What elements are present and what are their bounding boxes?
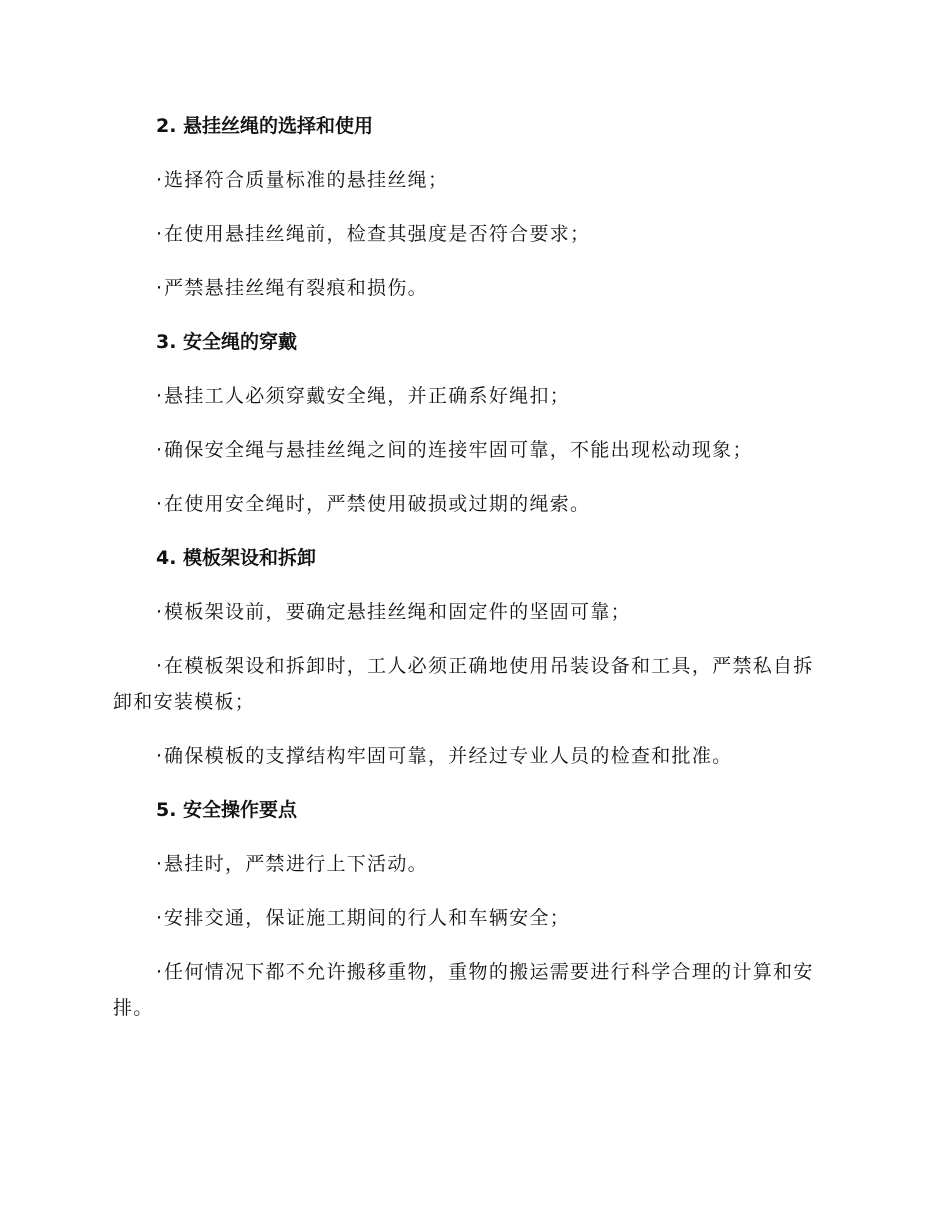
list-item <box>113 216 825 252</box>
list-item <box>113 954 825 1026</box>
list-item <box>113 378 825 414</box>
list-item <box>113 594 825 630</box>
list-item <box>113 738 825 774</box>
list-item <box>113 648 825 720</box>
item-text: 选择符合质量标准的悬挂丝绳； <box>164 169 449 191</box>
bullet: · <box>156 493 163 515</box>
bullet: · <box>156 277 163 299</box>
document-page <box>113 108 825 1044</box>
list-item <box>113 432 825 468</box>
section-heading: 2. 悬挂丝绳的选择和使用 <box>156 115 374 137</box>
section-heading: 3. 安全绳的穿戴 <box>156 331 298 353</box>
item-text: 任何情况下都不允许搬移重物，重物的搬运需要进行科学合理的计算和安排。 <box>113 961 814 1019</box>
item-text: 在使用悬挂丝绳前，检查其强度是否符合要求； <box>164 223 591 245</box>
item-text: 在使用安全绳时，严禁使用破损或过期的绳索。 <box>164 493 591 515</box>
item-text: 严禁悬挂丝绳有裂痕和损伤。 <box>164 277 428 299</box>
list-item <box>113 270 825 306</box>
section-heading: 5. 安全操作要点 <box>156 799 298 821</box>
bullet: · <box>156 655 163 677</box>
item-text: 安排交通，保证施工期间的行人和车辆安全； <box>164 907 571 929</box>
item-text: 在模板架设和拆卸时，工人必须正确地使用吊装设备和工具，严禁私自拆卸和安装模板； <box>113 655 814 713</box>
section-5 <box>113 792 825 1026</box>
list-item <box>113 846 825 882</box>
bullet: · <box>156 439 163 461</box>
bullet: · <box>156 601 163 623</box>
section-heading: 4. 模板架设和拆卸 <box>156 547 317 569</box>
section-2 <box>113 108 825 306</box>
bullet: · <box>156 169 163 191</box>
bullet: · <box>156 745 163 767</box>
bullet: · <box>156 907 163 929</box>
section-4 <box>113 540 825 774</box>
list-item <box>113 486 825 522</box>
bullet: · <box>156 223 163 245</box>
item-text: 确保安全绳与悬挂丝绳之间的连接牢固可靠，不能出现松动现象； <box>164 439 753 461</box>
item-text: 确保模板的支撑结构牢固可靠，并经过专业人员的检查和批准。 <box>164 745 733 767</box>
list-item <box>113 900 825 936</box>
item-text: 悬挂工人必须穿戴安全绳，并正确系好绳扣； <box>164 385 571 407</box>
bullet: · <box>156 385 163 407</box>
bullet: · <box>156 961 163 983</box>
item-text: 悬挂时，严禁进行上下活动。 <box>164 853 428 875</box>
item-text: 模板架设前，要确定悬挂丝绳和固定件的坚固可靠； <box>164 601 631 623</box>
section-3 <box>113 324 825 522</box>
bullet: · <box>156 853 163 875</box>
list-item <box>113 162 825 198</box>
